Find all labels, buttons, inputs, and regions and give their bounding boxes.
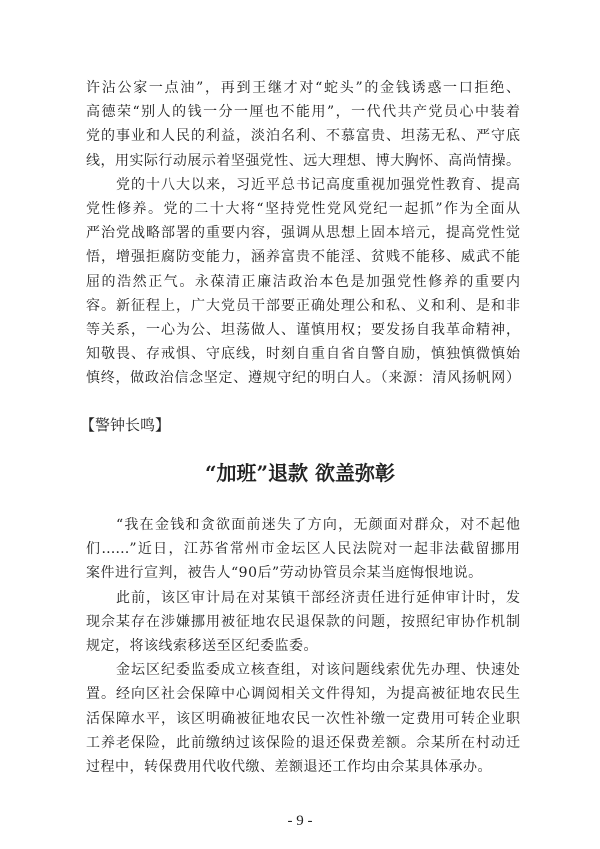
body-text-part2 bbox=[86, 513, 520, 779]
text-line: 知敬畏、存戒惧、守底线，时刻自重自省自警自励，慎独慎微慎始 bbox=[86, 346, 520, 363]
text-line: 党的事业和人民的利益，淡泊名利、不慕富贵、坦荡无私、严守底 bbox=[86, 128, 520, 145]
text-line: 工养老保险，此前缴纳过该保险的退还保费差额。佘某所在村动迁 bbox=[86, 734, 520, 751]
text-line: “我在金钱和贪欲面前迷失了方向，无颜面对群众，对不起他 bbox=[116, 517, 520, 533]
text-line: 此前，该区审计局在对某镇干部经济责任进行延伸审计时，发 bbox=[116, 589, 520, 606]
text-line: 现佘某存在涉嫌挪用被征地农民退保款的问题，按照纪审协作机制 bbox=[86, 613, 520, 630]
text-line: 党性修养。党的二十大将“坚持党性党风党纪一起抓”作为全面从 bbox=[86, 200, 520, 217]
text-line: 严治党战略部署的重要内容，强调从思想上固本培元，提高党性觉 bbox=[86, 225, 520, 242]
article-title: “加班”退款 欲盖弥彰 bbox=[205, 461, 395, 485]
text-line: 案件进行宣判，被告人“90后”劳动协管员佘某当庭悔恨地说。 bbox=[86, 565, 483, 582]
text-line: 等关系，一心为公、坦荡做人、谨慎用权；要发扬自我革命精神， bbox=[86, 321, 520, 338]
text-line: 慎终，做政治信念坚定、遵规守纪的明白人。（来源：清风扬帆网） bbox=[86, 370, 520, 387]
text-line: 过程中，转保费用代收代缴、差额退还工作均由佘某具体承办。 bbox=[86, 758, 492, 775]
page-number: - 9 - bbox=[287, 813, 313, 829]
text-line: 活保障水平，该区明确被征地农民一次性补缴一定费用可转企业职 bbox=[86, 710, 520, 727]
section-label: 【警钟长鸣】 bbox=[80, 416, 171, 434]
text-line: 规定，将该线索移送至区纪委监委。 bbox=[86, 637, 318, 654]
text-line: 悟，增强拒腐防变能力，涵养富贵不能淫、贫贱不能移、威武不能 bbox=[86, 249, 520, 266]
text-line: 们……”近日，江苏省常州市金坛区人民法院对一起非法截留挪用 bbox=[86, 541, 520, 558]
text-line: 置。经向区社会保障中心调阅相关文件得知，为提高被征地农民生 bbox=[86, 686, 520, 703]
text-line: 许沾公家一点油”，再到王继才对“蛇头”的金钱诱惑一口拒绝、 bbox=[86, 80, 520, 96]
text-line: 高德荣“别人的钱一分一厘也不能用”，一代代共产党员心中装着 bbox=[86, 104, 520, 121]
text-line: 线，用实际行动展示着坚强党性、远大理想、博大胸怀、高尚情操。 bbox=[86, 152, 520, 169]
body-text-part1 bbox=[86, 76, 520, 390]
text-line: 金坛区纪委监委成立核查组，对该问题线索优先办理、快速处 bbox=[116, 662, 520, 679]
text-line: 党的十八大以来，习近平总书记高度重视加强党性教育、提高 bbox=[116, 176, 520, 193]
text-line: 容。新征程上，广大党员干部要正确处理公和私、义和利、是和非 bbox=[86, 297, 520, 314]
text-line: 屈的浩然正气。永葆清正廉洁政治本色是加强党性修养的重要内 bbox=[86, 273, 520, 290]
